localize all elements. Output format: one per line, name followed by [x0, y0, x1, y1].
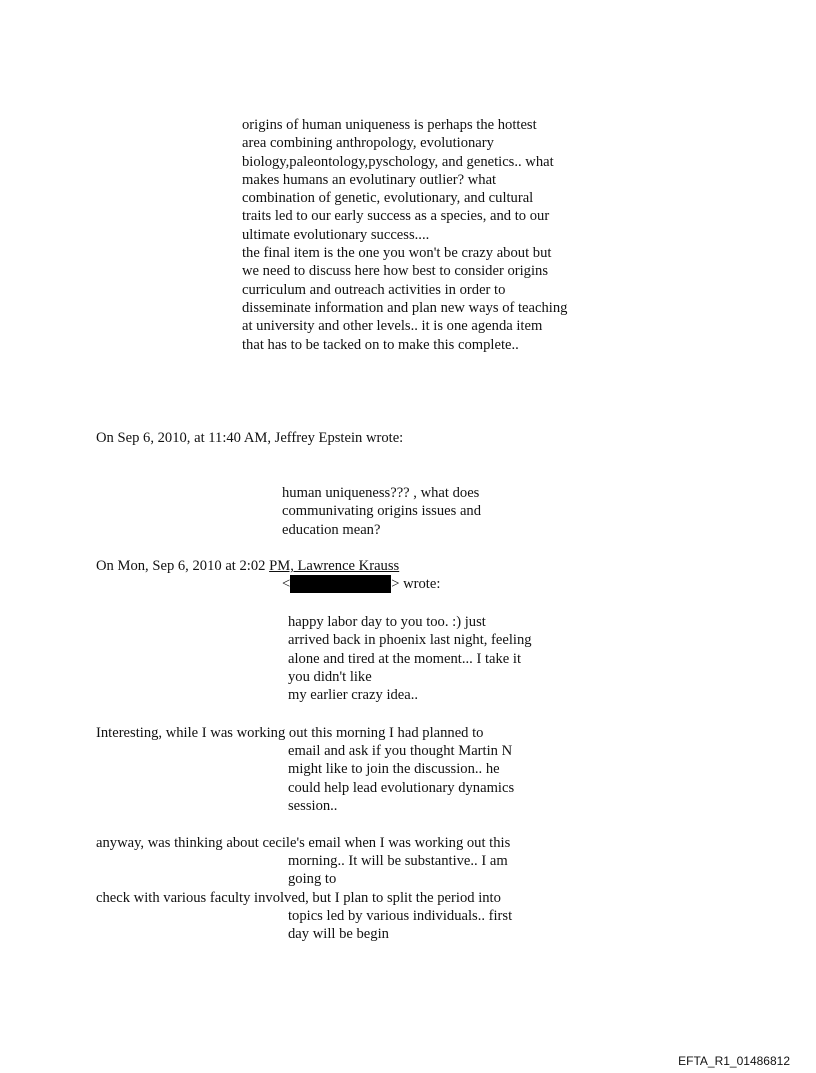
krauss-paragraph-3 [288, 852, 508, 889]
header-text: On Mon, Sep 6, 2010 at 2:02 [96, 558, 270, 574]
krauss-paragraph-3-first-line: anyway, was thinking about cecile's email when I was working out this [96, 835, 511, 851]
text-line: could help lead evolutionary dynamics [288, 779, 515, 796]
text-line: education mean? [282, 521, 381, 538]
text-line: we need to discuss here how best to consider origins [242, 263, 548, 280]
wrote-text: > wrote: [391, 576, 441, 592]
text-line: combination of genetic, evolutionary, and cultural [242, 190, 534, 207]
text-line: traits led to our early success as a species, and to our [242, 208, 550, 225]
reply-header-epstein: On Sep 6, 2010, at 11:40 AM, Jeffrey Epstein wrote: [96, 430, 404, 446]
text-line: my earlier crazy idea.. [288, 687, 419, 704]
krauss-paragraph-3-continued [288, 907, 512, 944]
text-line: communivating origins issues and [282, 503, 482, 520]
text-line: that has to be tacked on to make this complete.. [242, 336, 519, 353]
text-line: area combining anthropology, evolutionary [242, 135, 494, 152]
sender-name-link[interactable]: PM, Lawrence Krauss [269, 558, 400, 574]
text-line: origins of human uniqueness is perhaps the hottest [242, 117, 537, 133]
document-id: EFTA_R1_01486812 [678, 1054, 790, 1068]
text-line: might like to join the discussion.. he [288, 761, 500, 778]
text-line: going to [288, 871, 337, 888]
reply-header-krauss-email [282, 575, 440, 593]
text-line: topics led by various individuals.. first [288, 908, 513, 924]
text-line: biology,paleontology,pyschology, and genetics.. what [242, 153, 554, 170]
epstein-quote [282, 484, 481, 539]
reply-header-krauss [96, 557, 399, 575]
text-line: email and ask if you thought Martin N [288, 743, 513, 759]
text-line: session.. [288, 797, 338, 814]
text-line: curriculum and outreach activities in order to [242, 281, 506, 298]
text-line: human uniqueness??? , what does [282, 485, 480, 501]
text-line: morning.. It will be substantive.. I am [288, 853, 508, 869]
text-line: at university and other levels.. it is one agenda item [242, 318, 543, 335]
text-line: disseminate information and plan new ways of teaching [242, 299, 568, 316]
text-line: ultimate evolutionary success.... [242, 226, 430, 243]
text-line: happy labor day to you too. :) just [288, 614, 486, 630]
krauss-paragraph-1 [288, 613, 532, 704]
text-line: makes humans an evolutinary outlier? what [242, 171, 497, 188]
text-line: the final item is the one you won't be crazy about but [242, 245, 552, 262]
body-paragraph [242, 116, 567, 354]
text-line: you didn't like [288, 668, 372, 685]
krauss-paragraph-2 [288, 742, 514, 815]
redaction-box [290, 575, 391, 593]
text-line: arrived back in phoenix last night, feeling [288, 632, 532, 649]
krauss-paragraph-2-first-line: Interesting, while I was working out this morning I had planned to [96, 725, 484, 741]
text-line: day will be begin [288, 926, 389, 943]
open-bracket: < [282, 576, 291, 592]
text-line: alone and tired at the moment... I take it [288, 650, 522, 667]
krauss-paragraph-3-second-line: check with various faculty involved, but I plan to split the period into [96, 890, 501, 906]
